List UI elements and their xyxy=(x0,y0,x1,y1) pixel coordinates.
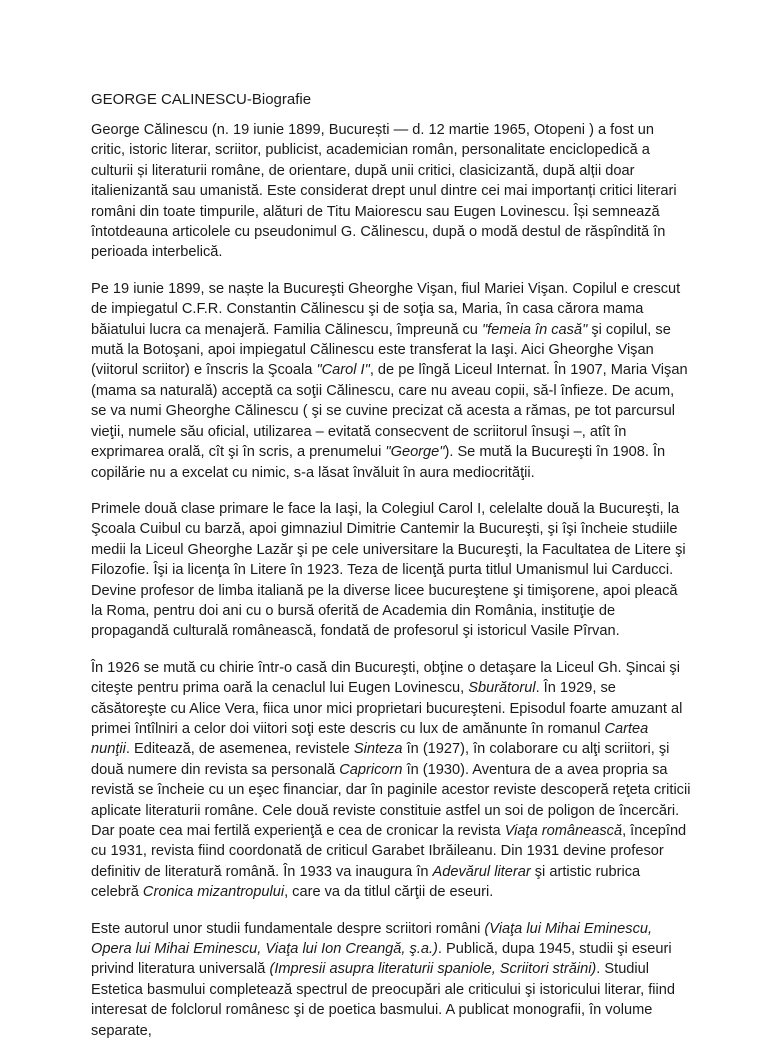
paragraph-text: , care va da titlul cărţii de eseuri. xyxy=(284,884,494,901)
italic-text: Sinteza xyxy=(353,741,403,758)
paragraph-1 xyxy=(91,120,691,263)
paragraph-text: , începînd cu 1931, revista fiind coordonată de criticul Garabet Ibrăileanu. Din 1931 devine profesor definitiv de literatură română. În 1933 va inaugura în xyxy=(91,823,691,880)
italic-text: Capricorn xyxy=(339,761,403,778)
paragraph-text: în (1927), în colaborare cu alţi scriitori, şi două numere din revista sa personală xyxy=(91,741,674,778)
paragraph-3 xyxy=(91,499,691,642)
italic-text: Cartea nunţii xyxy=(91,720,653,758)
paragraph-text: Este autorul unor studii fundamentale despre scriitori români xyxy=(91,920,485,937)
paragraph-text: în (1930). Aventura de a avea propria sa revistă se încheie cu un eşec financiar, dar în paginile acestor reviste descoperă reţeta criticii aplicate literaturii române. Cele două reviste constituie astfel un soi de poligon de încercări. Dar poate cea mai fertilă experienţă e cea de cronicar la revista xyxy=(91,761,695,839)
paragraph-text: . În 1929, se căsătoreşte cu Alice Vera, fiica unor mici proprietari bucureşteni. Episodul foarte amuzant al primei întîlniri a celor doi viitori soţi este descris cu lux de amănunte în romanul xyxy=(91,680,687,737)
italic-text: "Carol I" xyxy=(316,362,370,379)
paragraph-4 xyxy=(91,658,695,903)
paragraph-text: . Studiul Estetica basmului completează spectrul de preocupări ale criticului şi istoricului literar, fiind interesat de folclorul românesc şi de poetica basmului. A publicat monografii, în volume separate, xyxy=(91,961,680,1039)
paragraph-text: George Călinescu (n. 19 iunie 1899, București — d. 12 martie 1965, Otopeni ) a fost un critic, istoric literar, scriitor, publicist, academician român, personalitate enciclopedică a culturii și literaturii române, de orientare, după unii critici, clasicizantă, după alții doar italienizantă sau umanistă. Este considerat drept unul dintre cei mai importanți critici literari români din toate timpurile, alături de Titu Maiorescu sau Eugen Lovinescu. Își semnează întotdeauna articolele cu pseudonimul G. Călinescu, după o modă destul de răspîndită în perioada interbelică. xyxy=(91,122,681,261)
paragraph-text: . Publică, dupa 1945, studii şi eseuri privind literatura universală xyxy=(91,941,676,978)
paragraph-text: În 1926 se mută cu chirie într-o casă din Bucureşti, obţine o detaşare la Liceul Gh. Şincai şi citeşte pentru prima oară la cenaclul lui Eugen Lovinescu, xyxy=(91,659,684,697)
paragraph-text: şi copilul, se mută la Botoşani, apoi impiegatul Călinescu este transferat la Iaşi. Aici Gheorghe Vişan (viitorul scriitor) e înscris la Şcoala xyxy=(91,321,675,379)
italic-text: Viaţa românească xyxy=(504,823,623,839)
paragraph-text: şi artistic rubrica celebră xyxy=(91,863,645,901)
italic-text: "George" xyxy=(385,444,445,461)
italic-text: "femeia în casă" xyxy=(481,321,588,338)
document-body xyxy=(91,90,695,1057)
italic-text: (Impresii asupra literaturii spaniole, Scriitori străini) xyxy=(269,961,597,978)
paragraph-text: Primele două clase primare le face la Iaşi, la Colegiul Carol I, celelalte două la Bucureşti, la Şcoala Cuibul cu barză, apoi gimnaziul Dimitrie Cantemir la Bucureşti, şi îşi încheie studiile medii la Liceul Gheorghe Lazăr şi pe cele universitare la Bucureşti, la Facultatea de Litere şi Filozofie. Îşi ia licenţa în Litere în 1923. Teza de licenţă purta titlul Umanismul lui Carducci. Devine profesor de limba italiană pe la diverse licee bucureştene şi timişorene, apoi pleacă la Roma, pentru doi ani cu o bursă oferită de Academia din România, instituţie de propagandă culturală românească, fondată de profesorul şi istoricul Vasile Pîrvan. xyxy=(91,500,690,640)
italic-text: Adevărul literar xyxy=(432,863,531,880)
italic-text: Sburătorul xyxy=(468,680,536,697)
paragraph-text: , de pe lîngă Liceul Internat. În 1907, Maria Vişan (mama sa naturală) acceptă ca soţii Călinescu, care nu aveau copii, să-l înfieze. De acum, se va numi Gheorghe Călinescu ( şi se cuvine precizat că acesta a rămas, pe tot parcursul vieţii, numele său oficial, utilizarea – evitată consecvent de scriitorul însuşi –, atît în exprimarea orală, cît şi în scris, a prenumelui xyxy=(91,362,692,461)
paragraph-text: ). Se mută la Bucureşti în 1908. În copilărie nu a excelat cu nimic, s-a lăsat învăluit în aura mediocrităţii. xyxy=(91,444,670,481)
paragraph-2 xyxy=(91,279,691,483)
paragraph-5 xyxy=(91,919,691,1041)
paragraph-text: Pe 19 iunie 1899, se naște la Bucureşti Gheorghe Vişan, fiul Mariei Vişan. Copilul e crescut de impiegatul C.F.R. Constantin Călinescu şi de soţia sa, Maria, în casa cărora mama băiatului lucra ca menajeră. Familia Călinescu, împreună cu xyxy=(91,280,685,338)
italic-text: (Viaţa lui Mihai Eminescu, Opera lui Mihai Eminescu, Viaţa lui Ion Creangă, ş.a.) xyxy=(91,920,657,958)
paragraph-text: . Editează, de asemenea, revistele xyxy=(125,741,354,758)
paragraph-list xyxy=(91,120,695,1041)
italic-text: Cronica mizantropului xyxy=(142,884,285,901)
document-title: GEORGE CALINESCU-Biografie xyxy=(91,91,312,108)
